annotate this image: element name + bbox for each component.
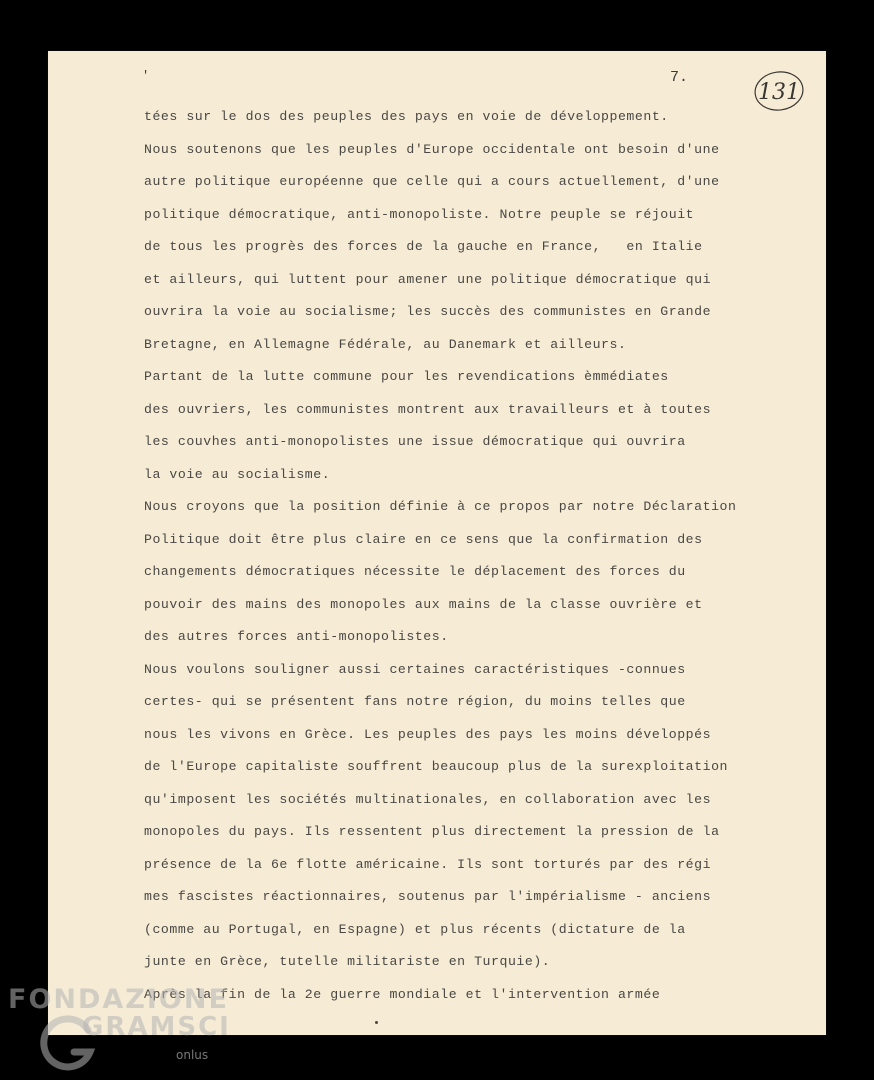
stamp-number: 131 [758,80,800,105]
text-line: Nous croyons que la position définie à ce propos par notre Déclaration [144,499,737,514]
text-line: junte en Grèce, tutelle militariste en Turquie). [144,954,551,969]
text-line: de tous les progrès des forces de la gauche en France, en Italie [144,239,703,254]
ink-dot [375,1021,378,1024]
watermark-line-3: onlus [176,1048,209,1062]
text-line: Nous soutenons que les peuples d'Europe occidentale ont besoin d'une [144,141,720,157]
watermark [4,984,231,1080]
page-number: 7. [670,69,689,86]
text-line: tées sur le dos des peuples des pays en voie de développement. [144,109,669,124]
text-line: Partant de la lutte commune pour les revendications èmmédiates [144,369,669,384]
text-line: qu'imposent les sociétés multinationales, en collaboration avec les [144,791,712,807]
text-line: certes- qui se présentent fans notre région, du moins telles que [144,694,686,709]
text-line: mes fascistes réactionnaires, soutenus par l'impérialisme - anciens [144,889,712,904]
watermark-line-2: GRAMSCI [82,1012,231,1042]
text-line: monopoles du pays. Ils ressentent plus directement la pression de la [144,824,720,839]
page-mark: ' [142,69,150,83]
text-line: les couvhes anti-monopolistes une issue démocratique qui ouvrira [144,434,686,449]
text-line: changements démocratiques nécessite le déplacement des forces du [144,564,686,579]
text-line: la voie au socialisme. [144,466,331,482]
text-line: des autres forces anti-monopolistes. [144,629,449,644]
text-line: présence de la 6e flotte américaine. Ils sont torturés par des régi [144,856,712,872]
typewritten-text [144,101,824,1011]
text-line: et ailleurs, qui luttent pour amener une politique démocratique qui [144,271,712,287]
text-line: des ouvriers, les communistes montrent aux travailleurs et à toutes [144,401,712,417]
text-line: de l'Europe capitaliste souffrent beaucoup plus de la surexploitation [144,759,729,774]
text-line: Politique doit être plus claire en ce sens que la confirmation des [144,531,703,547]
text-line: politique démocratique, anti-monopoliste. Notre peuple se réjouit [144,206,695,222]
watermark-line-1: FONDAZIONE [8,984,229,1015]
text-line: Après la fin de la 2e guerre mondiale et l'intervention armée [144,986,661,1002]
text-line: autre politique européenne que celle qui a cours actuellement, d'une [144,174,720,189]
document-page [48,51,826,1035]
text-line: pouvoir des mains des monopoles aux mains de la classe ouvrière et [144,596,703,612]
text-line: nous les vivons en Grèce. Les peuples des pays les moins développés [144,726,712,742]
text-line: Bretagne, en Allemagne Fédérale, au Danemark et ailleurs. [144,336,627,352]
text-line: ouvrira la voie au socialisme; les succès des communistes en Grande [144,304,712,319]
text-line: Nous voulons souligner aussi certaines caractéristiques -connues [144,661,686,677]
text-line: (comme au Portugal, en Espagne) et plus récents (dictature de la [144,921,686,937]
